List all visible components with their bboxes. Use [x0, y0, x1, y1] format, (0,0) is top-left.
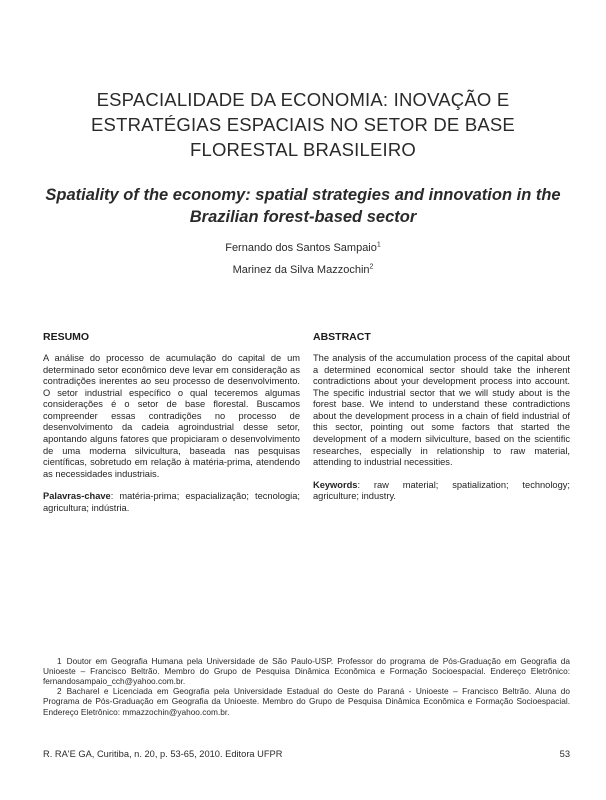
abstract-text: The analysis of the accumulation process of the capital about a determined economical sector should take the inherent contradictions about your development process into account. The specific industrial sector that we will study about is the forest base. We intend to understand these contradictions about the development process in a chain of field industrial of this sector, pointing out some factors that started the development of a modern silviculture, based on the scientific researches, especially in relationship to raw material, attending to industrial necessities.: [313, 353, 570, 468]
footnote-block: [43, 656, 570, 717]
author-1: [43, 237, 563, 259]
footnote-2-text: Bacharel e Licenciada em Geografia pela Universidade Estadual do Oeste do Paraná - Unioeste – Francisco Beltrão. Aluna do Programa de Pós-Graduação em Geografia da Unioeste. Membro do Grupo de Pesquisa Dinâmica Econômica e Formação Socioespacial. Endereço Eletrônico: mmazzochin@yahoo.com.br.: [43, 686, 570, 717]
author-1-footnote-ref: 1: [376, 241, 381, 249]
footnote-1-number: 1: [57, 656, 62, 666]
keywords-list: : raw material; spatialization; technology; agriculture; industry.: [313, 479, 570, 502]
footnote-1: [43, 656, 570, 686]
author-2-footnote-ref: 2: [369, 263, 374, 271]
palavras-chave-list: : matéria-prima; espacialização; tecnologia; agricultura; indústria.: [43, 491, 300, 513]
resumo-heading: RESUMO: [43, 331, 90, 343]
footnote-1-text: Doutor em Geografia Humana pela Universidade de São Paulo-USP. Professor do programa de Pós-Graduação em Geografia da Unioeste – Francisco Beltrão. Membro do Grupo de Pesquisa Dinâmica Econômica e Formação Socioespacial. Endereço Eletrônico: fernandosampaio_cch@yahoo.com.br.: [43, 656, 570, 687]
abstract-column: [313, 331, 570, 514]
footnote-2-number: 2: [57, 686, 62, 697]
resumo-column: [43, 331, 300, 514]
keywords-label: Keywords: [313, 479, 358, 490]
palavras-chave-label: Palavras-chave: [43, 491, 111, 502]
article-title-en: Spatiality of the economy: spatial strategies and innovation in the Brazilian forest-based sector: [45, 185, 561, 226]
journal-citation: R. RA'E GA, Curitiba, n. 20, p. 53-65, 2010. Editora UFPR: [43, 749, 283, 759]
page-number: 53: [559, 749, 570, 759]
resumo-text: A análise do processo de acumulação do capital de um determinado setor econômico deve levar em consideração as contradições inerentes ao seu processo de desenvolvimento. O setor industrial específico o qual teceremos algumas considerações é o setor de base florestal. Buscamos compreender essas contradições no processo de desenvolvimento da cadeia agroindustrial desse setor, apontando alguns fatores que propiciaram o desenvolvimento de uma moderna silvicultura, baseada nas pesquisas científicas, sobretudo em relação à matéria-prima, atendendo as necessidades industriais.: [43, 353, 300, 479]
abstract-heading: ABSTRACT: [313, 331, 371, 343]
palavras-chave: [43, 491, 300, 514]
author-block: [43, 237, 563, 281]
author-1-name: Fernando dos Santos Sampaio: [225, 242, 377, 254]
footnote-2: [43, 686, 570, 716]
abstract-columns: [43, 331, 570, 514]
author-2-name: Marinez da Silva Mazzochin: [232, 264, 370, 276]
keywords: [313, 480, 570, 503]
article-title-pt: ESPACIALIDADE DA ECONOMIA: INOVAÇÃO E ESTRATÉGIAS ESPACIAIS NO SETOR DE BASE FLORESTAL BRASILEIRO: [91, 89, 515, 161]
author-2: [43, 259, 563, 281]
